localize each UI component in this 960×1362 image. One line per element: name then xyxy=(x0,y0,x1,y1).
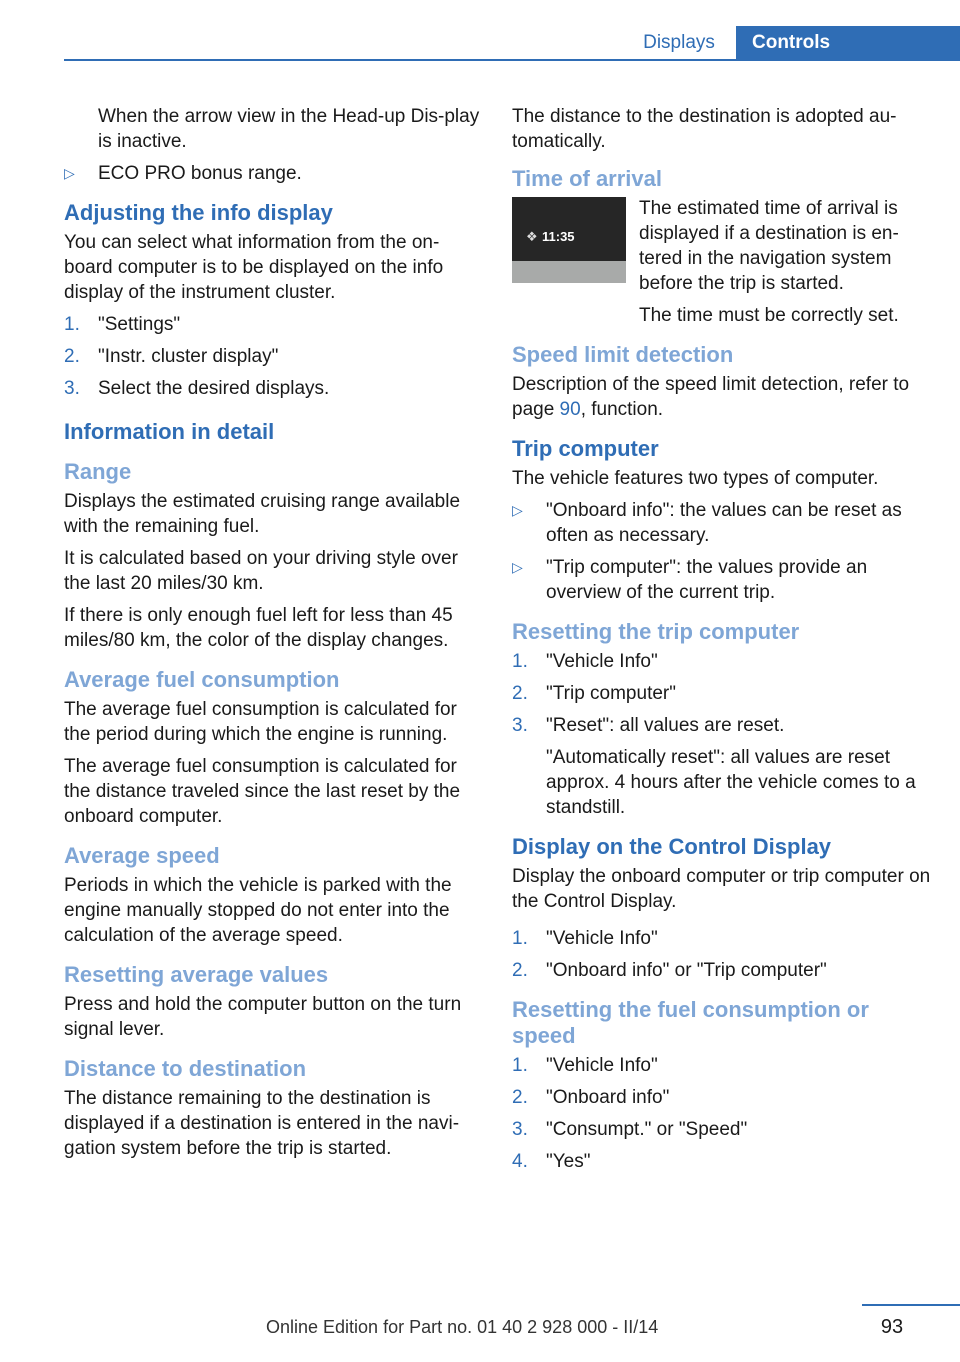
list-item xyxy=(64,161,484,186)
subsection-heading: Resetting the fuel consumption or speed xyxy=(512,997,869,1048)
footer-rule xyxy=(862,1304,960,1306)
paragraph: Periods in which the vehicle is parked with the engine manually stopped do not enter into the calculation of the average speed. xyxy=(64,875,452,946)
list-item-text: ECO PRO bonus range. xyxy=(98,163,302,184)
step-text: Select the desired displays. xyxy=(98,378,330,399)
step-number: 1. xyxy=(512,651,528,672)
step-text: "Vehicle Info" xyxy=(546,928,658,949)
left-column xyxy=(64,104,484,1168)
paragraph: If there is only enough fuel left for less than 45 miles/80 km, the color of the display changes. xyxy=(64,605,453,651)
step-text: "Yes" xyxy=(546,1151,591,1172)
step-item xyxy=(512,926,936,951)
step-text: "Settings" xyxy=(98,314,181,335)
subsection-heading: Resetting average values xyxy=(64,962,329,987)
paragraph: The average fuel consumption is calculated for the distance traveled since the last reset by the onboard computer. xyxy=(64,756,461,827)
step-item xyxy=(512,1053,936,1078)
step-item xyxy=(512,649,936,674)
subsection-heading: Range xyxy=(64,459,132,484)
section-heading: Information in detail xyxy=(64,419,275,444)
paragraph: The distance to the destination is adopted au-tomatically. xyxy=(512,106,897,152)
step-number: 3. xyxy=(512,715,528,736)
tab-controls[interactable]: Controls xyxy=(736,26,960,61)
section-heading: Adjusting the info display xyxy=(64,200,333,225)
right-column xyxy=(512,104,936,1181)
step-item xyxy=(512,681,936,706)
paragraph: The time must be correctly set. xyxy=(639,305,899,326)
subsection-heading: Speed limit detection xyxy=(512,342,734,367)
section-heading: Trip computer xyxy=(512,436,659,461)
step-item xyxy=(512,958,936,983)
display-strip xyxy=(512,261,626,283)
step-number: 1. xyxy=(512,928,528,949)
step-number: 2. xyxy=(512,960,528,981)
step-number: 1. xyxy=(64,314,80,335)
list-item xyxy=(512,555,936,605)
edition-footer: Online Edition for Part no. 01 40 2 928 000 - II/14 xyxy=(266,1317,659,1337)
triangle-right-icon: ▷ xyxy=(512,559,523,575)
step-number: 3. xyxy=(512,1119,528,1140)
step-text: "Consumpt." or "Speed" xyxy=(546,1119,748,1140)
subsection-heading: Time of arrival xyxy=(512,166,662,191)
step-number: 2. xyxy=(512,1087,528,1108)
speed-limit-text-end: , function. xyxy=(580,399,664,420)
paragraph: The estimated time of arrival is displayed if a destination is en-tered in the navigation system before the trip is started. xyxy=(639,198,899,294)
step-text: "Vehicle Info" xyxy=(546,651,658,672)
paragraph: The vehicle features two types of computer. xyxy=(512,468,879,489)
arrival-text xyxy=(639,196,936,328)
time-of-arrival-section xyxy=(512,166,936,328)
paragraph: The distance remaining to the destination is displayed if a destination is entered in the navi-gation system before the trip is started. xyxy=(64,1088,460,1159)
navigation-icon: ❖ xyxy=(526,229,538,244)
step-number: 2. xyxy=(512,683,528,704)
paragraph: "Automatically reset": all values are reset approx. 4 hours after the vehicle comes to a standstill. xyxy=(546,747,916,818)
subsection-heading: Average speed xyxy=(64,843,220,868)
step-number: 1. xyxy=(512,1055,528,1076)
arrival-time-display-image xyxy=(512,197,626,283)
step-text: "Onboard info" or "Trip computer" xyxy=(546,960,827,981)
step-item xyxy=(512,1085,936,1110)
list-item xyxy=(512,498,936,548)
intro-text: When the arrow view in the Head-up Dis-play is inactive. xyxy=(98,106,480,152)
paragraph xyxy=(512,372,936,422)
paragraph: It is calculated based on your driving style over the last 20 miles/30 km. xyxy=(64,548,458,594)
paragraph: Display the onboard computer or trip computer on the Control Display. xyxy=(512,866,931,912)
section-heading: Display on the Control Display xyxy=(512,834,832,859)
paragraph: The average fuel consumption is calculated for the period during which the engine is running. xyxy=(64,699,457,745)
page-link[interactable]: 90 xyxy=(559,399,581,420)
step-item xyxy=(64,312,484,337)
arrival-time-value: 11:35 xyxy=(542,229,575,244)
subsection-heading: Distance to destination xyxy=(64,1056,307,1081)
paragraph: You can select what information from the on-board computer is to be displayed on the info display of the instrument cluster. xyxy=(64,232,444,303)
speed-limit-text: Description of the speed limit detection, refer to page xyxy=(512,374,910,420)
subsection-heading: Resetting the trip computer xyxy=(512,619,800,644)
step-number: 3. xyxy=(64,378,80,399)
list-item-text: "Trip computer": the values provide an overview of the current trip. xyxy=(546,557,868,603)
step-text: "Trip computer" xyxy=(546,683,676,704)
step-text: "Onboard info" xyxy=(546,1087,670,1108)
step-text: "Vehicle Info" xyxy=(546,1055,658,1076)
paragraph: Displays the estimated cruising range available with the remaining fuel. xyxy=(64,491,461,537)
step-number: 4. xyxy=(512,1151,528,1172)
triangle-right-icon: ▷ xyxy=(512,502,523,518)
step-item xyxy=(512,1117,936,1142)
step-item xyxy=(512,1149,936,1174)
tab-displays[interactable]: Displays xyxy=(643,32,715,53)
paragraph: Press and hold the computer button on the turn signal lever. xyxy=(64,994,462,1040)
list-item-text: "Onboard info": the values can be reset as often as necessary. xyxy=(546,500,902,546)
step-item xyxy=(512,713,936,738)
step-item xyxy=(64,376,484,401)
step-text: "Reset": all values are reset. xyxy=(546,715,785,736)
step-number: 2. xyxy=(64,346,80,367)
step-text: "Instr. cluster display" xyxy=(98,346,279,367)
page-number: 93 xyxy=(880,1316,904,1338)
triangle-right-icon: ▷ xyxy=(64,165,75,181)
subsection-heading: Average fuel consumption xyxy=(64,667,340,692)
step-item xyxy=(64,344,484,369)
